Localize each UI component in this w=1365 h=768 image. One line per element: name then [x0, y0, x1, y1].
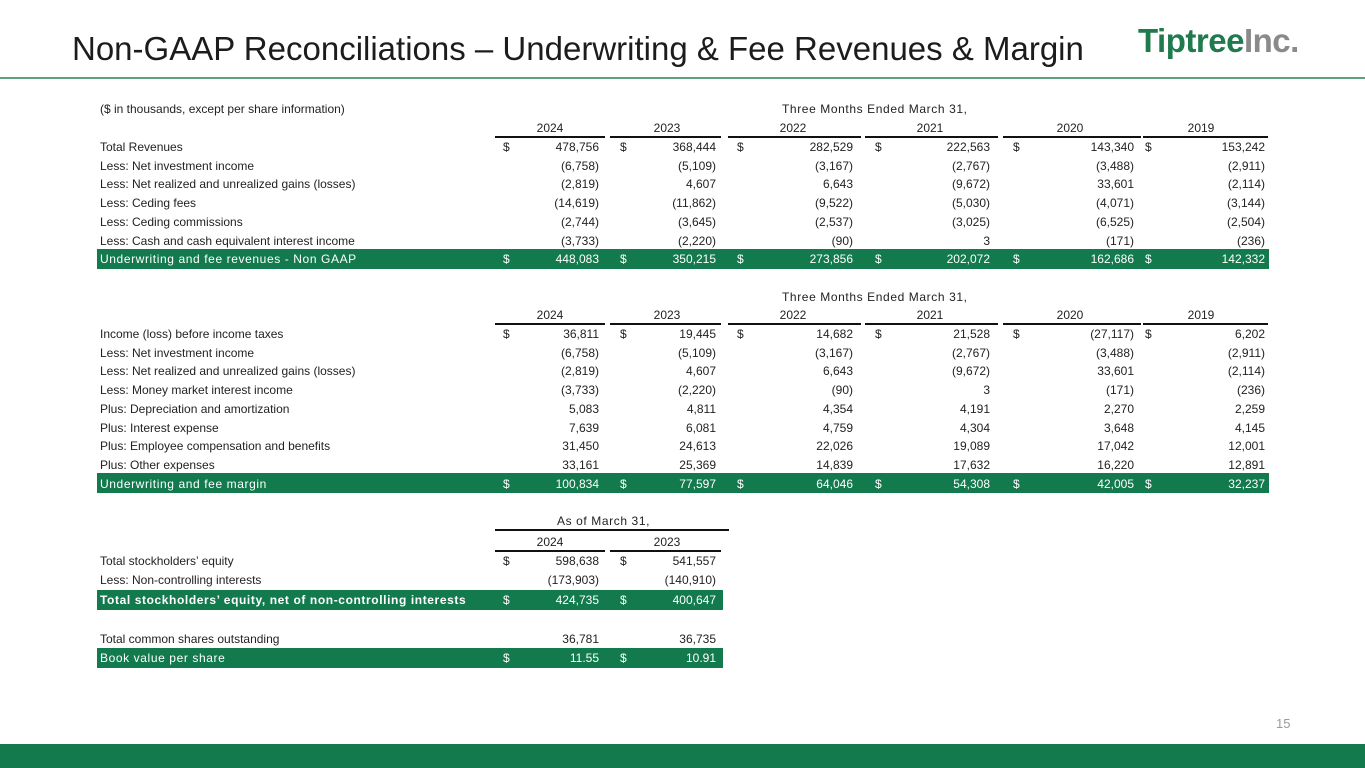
- table1-row-value: (2,220): [677, 233, 716, 248]
- table2-total-value: 100,834: [555, 477, 599, 491]
- table2-total-dollar-sign: $: [875, 477, 882, 491]
- table3-row-dollar-sign: $: [503, 554, 510, 568]
- table1-year-underline: [865, 136, 998, 138]
- table2-row-value: (171): [1105, 383, 1134, 398]
- table3-year-header: 2024: [536, 535, 564, 549]
- table2-row-value: 21,528: [953, 327, 990, 341]
- table1-total-value: 162,686: [1090, 252, 1134, 266]
- table1-year-header: 2020: [1056, 121, 1084, 135]
- table1-row-value: (11,862): [672, 196, 716, 211]
- table1-row-value: 4,607: [685, 177, 716, 192]
- table3-year-header: 2023: [653, 535, 681, 549]
- table2-row-value: (27,117): [1090, 327, 1134, 341]
- table3-row-value: 541,557: [672, 554, 716, 568]
- table1-row-label: Less: Net investment income: [100, 158, 255, 173]
- table1-row-label: Less: Cash and cash equivalent interest income: [100, 233, 355, 248]
- shares-outstanding-value: 36,781: [562, 632, 599, 646]
- bvps-value: 10.91: [685, 651, 716, 665]
- table1-total-dollar-sign: $: [503, 252, 510, 266]
- table2-row-value: (6,758): [560, 345, 599, 360]
- table2-row-dollar-sign: $: [620, 327, 627, 341]
- table1-row-value: (6,758): [560, 158, 599, 173]
- shares-outstanding-value: 36,735: [679, 632, 716, 646]
- table2-row-value: (5,109): [677, 345, 716, 360]
- table2-row-label: Plus: Interest expense: [100, 420, 219, 435]
- table1-year-underline: [728, 136, 861, 138]
- table1-year-header: 2021: [916, 121, 944, 135]
- table3-header-underline: [495, 529, 729, 531]
- table2-row-value: 24,613: [679, 439, 716, 454]
- table2-row-label: Plus: Other expenses: [100, 457, 215, 472]
- table1-row-dollar-sign: $: [737, 140, 744, 154]
- table2-row-value: (2,114): [1227, 364, 1265, 379]
- table1-row-value: (5,109): [677, 158, 716, 173]
- table1-total-value: 448,083: [555, 252, 599, 266]
- table1-year-header: 2019: [1187, 121, 1215, 135]
- table1-period-header: Three Months Ended March 31,: [782, 102, 968, 116]
- table2-row-value: 19,089: [953, 439, 990, 454]
- table2-row-label: Plus: Employee compensation and benefits: [100, 439, 331, 454]
- table3-row-value: 598,638: [555, 554, 599, 568]
- table1-total-dollar-sign: $: [737, 252, 744, 266]
- table2-row-label: Less: Net realized and unrealized gains (losses): [100, 364, 356, 379]
- table1-row-value: (9,522): [814, 196, 853, 211]
- table2-year-header: 2021: [916, 308, 944, 322]
- table3-total-dollar-sign: $: [503, 593, 510, 607]
- bvps-dollar-sign: $: [620, 651, 627, 665]
- table3-total-label: Total stockholders’ equity, net of non-controlling interests: [100, 593, 467, 607]
- table3-row-dollar-sign: $: [620, 554, 627, 568]
- table2-row-value: 36,811: [563, 327, 599, 341]
- table2-total-value: 77,597: [679, 477, 716, 491]
- table1-row-value: (14,619): [554, 196, 599, 211]
- table2-row-dollar-sign: $: [503, 327, 510, 341]
- table1-row-value: 3: [983, 233, 990, 248]
- table2-row-value: 4,759: [822, 420, 853, 435]
- table3-row-label: Less: Non-controlling interests: [100, 572, 262, 587]
- table2-row-value: (9,672): [951, 364, 990, 379]
- table1-row-value: (2,911): [1227, 158, 1265, 173]
- table2-row-value: 12,001: [1228, 439, 1265, 454]
- table2-row-value: 31,450: [562, 439, 599, 454]
- table1-row-dollar-sign: $: [620, 140, 627, 154]
- table1-row-value: (236): [1236, 233, 1265, 248]
- table1-row-value: (9,672): [951, 177, 990, 192]
- logo-text-suffix: Inc.: [1243, 22, 1299, 59]
- table1-total-dollar-sign: $: [1013, 252, 1020, 266]
- table1-row-value: (90): [831, 233, 853, 248]
- table2-total-dollar-sign: $: [1145, 477, 1152, 491]
- bvps-value: 11.55: [569, 651, 599, 665]
- table2-row-value: (3,167): [814, 345, 853, 360]
- table2-total-value: 54,308: [953, 477, 990, 491]
- table2-row-value: 12,891: [1228, 457, 1265, 472]
- table2-row-value: (2,911): [1227, 345, 1265, 360]
- table1-total-value: 202,072: [946, 252, 990, 266]
- table3-row-value: (173,903): [547, 572, 599, 587]
- table2-row-value: 4,304: [959, 420, 990, 435]
- table1-year-header: 2023: [653, 121, 681, 135]
- table2-year-underline: [865, 323, 998, 325]
- table1-row-value: 6,643: [822, 177, 853, 192]
- table1-row-dollar-sign: $: [1013, 140, 1020, 154]
- table3-row-label: Total stockholders’ equity: [100, 554, 234, 568]
- table1-row-value: (3,167): [814, 158, 853, 173]
- table2-row-value: 19,445: [679, 327, 716, 341]
- table2-row-value: 4,811: [686, 401, 716, 416]
- table2-row-dollar-sign: $: [737, 327, 744, 341]
- table1-row-value: (2,537): [814, 214, 853, 229]
- table1-row-value: (3,733): [560, 233, 599, 248]
- table2-year-underline: [1143, 323, 1268, 325]
- table1-row-value: 222,563: [946, 140, 990, 154]
- table2-row-value: 2,270: [1103, 401, 1134, 416]
- table1-year-underline: [1143, 136, 1268, 138]
- table1-year-underline: [1003, 136, 1141, 138]
- table2-row-dollar-sign: $: [875, 327, 882, 341]
- table1-row-value: 143,340: [1090, 140, 1134, 154]
- table2-year-header: 2022: [779, 308, 807, 322]
- title-divider: [0, 77, 1365, 79]
- table2-row-dollar-sign: $: [1013, 327, 1020, 341]
- table2-total-dollar-sign: $: [620, 477, 627, 491]
- shares-outstanding-label: Total common shares outstanding: [100, 632, 280, 646]
- table1-row-value: (2,744): [560, 214, 599, 229]
- table2-row-label: Less: Money market interest income: [100, 383, 293, 398]
- table1-row-value: (3,488): [1095, 158, 1134, 173]
- logo-text-primary: Tiptree: [1138, 22, 1244, 59]
- table2-year-header: 2023: [653, 308, 681, 322]
- table2-year-underline: [495, 323, 605, 325]
- table1-row-value: (3,025): [951, 214, 990, 229]
- footer-bar: [0, 744, 1365, 768]
- table2-row-value: 17,632: [953, 457, 990, 472]
- table1-row-value: (2,114): [1227, 177, 1265, 192]
- table2-row-value: 7,639: [568, 420, 599, 435]
- table1-row-value: 478,756: [555, 140, 599, 154]
- table2-row-value: 6,202: [1234, 327, 1265, 341]
- table1-row-dollar-sign: $: [1145, 140, 1152, 154]
- unit-note: ($ in thousands, except per share information): [100, 102, 345, 116]
- table2-row-value: (90): [831, 383, 853, 398]
- table3-total-dollar-sign: $: [620, 593, 627, 607]
- table1-row-value: (2,504): [1226, 214, 1265, 229]
- table2-row-value: 17,042: [1097, 439, 1134, 454]
- table2-row-value: 16,220: [1097, 457, 1134, 472]
- table1-row-dollar-sign: $: [503, 140, 510, 154]
- table3-period-header: As of March 31,: [557, 514, 651, 528]
- page-number: 15: [1276, 716, 1291, 731]
- table1-total-dollar-sign: $: [875, 252, 882, 266]
- table2-row-value: 14,682: [816, 327, 853, 341]
- table1-row-value: (2,819): [560, 177, 599, 192]
- table1-row-value: (3,645): [677, 214, 716, 229]
- table2-row-value: (2,819): [560, 364, 599, 379]
- table1-row-value: (171): [1105, 233, 1134, 248]
- table3-total-value: 424,735: [555, 593, 599, 607]
- table2-row-value: 3: [983, 383, 990, 398]
- table3-year-underline: [495, 550, 605, 552]
- table2-year-header: 2019: [1187, 308, 1215, 322]
- table1-row-label: Total Revenues: [100, 140, 183, 154]
- table1-row-value: 368,444: [672, 140, 716, 154]
- table2-row-label: Plus: Depreciation and amortization: [100, 401, 290, 416]
- table2-total-value: 42,005: [1097, 477, 1134, 491]
- table1-total-value: 350,215: [672, 252, 716, 266]
- table1-row-label: Less: Ceding commissions: [100, 214, 243, 229]
- table2-row-value: 3,648: [1103, 420, 1134, 435]
- table1-row-label: Less: Net realized and unrealized gains (losses): [100, 177, 356, 192]
- table1-year-underline: [610, 136, 721, 138]
- table1-row-value: (4,071): [1095, 196, 1134, 211]
- table2-total-value: 64,046: [816, 477, 853, 491]
- table2-year-header: 2024: [536, 308, 564, 322]
- table2-row-value: 4,191: [959, 401, 990, 416]
- table1-row-dollar-sign: $: [875, 140, 882, 154]
- table1-year-underline: [495, 136, 605, 138]
- table2-row-value: (3,488): [1095, 345, 1134, 360]
- table2-year-underline: [610, 323, 721, 325]
- table2-row-value: 2,259: [1234, 401, 1265, 416]
- table2-period-header: Three Months Ended March 31,: [782, 290, 968, 304]
- table1-year-header: 2024: [536, 121, 564, 135]
- table1-year-header: 2022: [779, 121, 807, 135]
- table2-total-value: 32,237: [1228, 477, 1265, 491]
- table3-year-underline: [610, 550, 721, 552]
- table1-total-value: 142,332: [1221, 252, 1265, 266]
- table2-total-dollar-sign: $: [737, 477, 744, 491]
- table2-row-value: 33,161: [562, 457, 599, 472]
- table2-total-dollar-sign: $: [503, 477, 510, 491]
- table2-year-header: 2020: [1056, 308, 1084, 322]
- table2-row-value: 4,145: [1234, 420, 1265, 435]
- table2-row-label: Less: Net investment income: [100, 345, 255, 360]
- table2-row-value: 33,601: [1097, 364, 1134, 379]
- table2-row-label: Income (loss) before income taxes: [100, 327, 284, 341]
- table1-row-value: (6,525): [1095, 214, 1134, 229]
- table1-total-label: Underwriting and fee revenues - Non GAAP: [100, 252, 357, 266]
- table2-row-value: (2,767): [951, 345, 990, 360]
- table2-row-value: (3,733): [560, 383, 599, 398]
- table2-row-value: 4,354: [822, 401, 853, 416]
- table1-row-value: 153,242: [1221, 140, 1265, 154]
- page-title: Non-GAAP Reconciliations – Underwriting & Fee Revenues & Margin: [72, 30, 1084, 67]
- table1-row-value: 33,601: [1097, 177, 1134, 192]
- table1-row-value: (2,767): [951, 158, 990, 173]
- table1-row-value: (3,144): [1226, 196, 1265, 211]
- table2-row-value: 14,839: [816, 457, 853, 472]
- table3-total-value: 400,647: [672, 593, 716, 607]
- table2-row-value: 25,369: [679, 457, 716, 472]
- table2-row-value: 5,083: [568, 401, 599, 416]
- table3-row-value: (140,910): [664, 572, 716, 587]
- bvps-label: Book value per share: [100, 651, 226, 665]
- table2-row-value: (2,220): [677, 383, 716, 398]
- table1-total-value: 273,856: [809, 252, 853, 266]
- table1-total-dollar-sign: $: [620, 252, 627, 266]
- table2-row-value: 6,643: [822, 364, 853, 379]
- table1-row-value: (5,030): [951, 196, 990, 211]
- table2-year-underline: [728, 323, 861, 325]
- table2-row-value: 22,026: [816, 439, 853, 454]
- table2-row-value: (236): [1236, 383, 1265, 398]
- table2-year-underline: [1003, 323, 1141, 325]
- bvps-dollar-sign: $: [503, 651, 510, 665]
- company-logo: [1138, 22, 1299, 60]
- table2-row-value: 4,607: [685, 364, 716, 379]
- table1-row-label: Less: Ceding fees: [100, 196, 197, 211]
- table2-total-dollar-sign: $: [1013, 477, 1020, 491]
- table2-row-value: 6,081: [685, 420, 716, 435]
- table1-total-dollar-sign: $: [1145, 252, 1152, 266]
- table2-row-dollar-sign: $: [1145, 327, 1152, 341]
- table2-total-label: Underwriting and fee margin: [100, 477, 267, 491]
- table1-row-value: 282,529: [809, 140, 853, 154]
